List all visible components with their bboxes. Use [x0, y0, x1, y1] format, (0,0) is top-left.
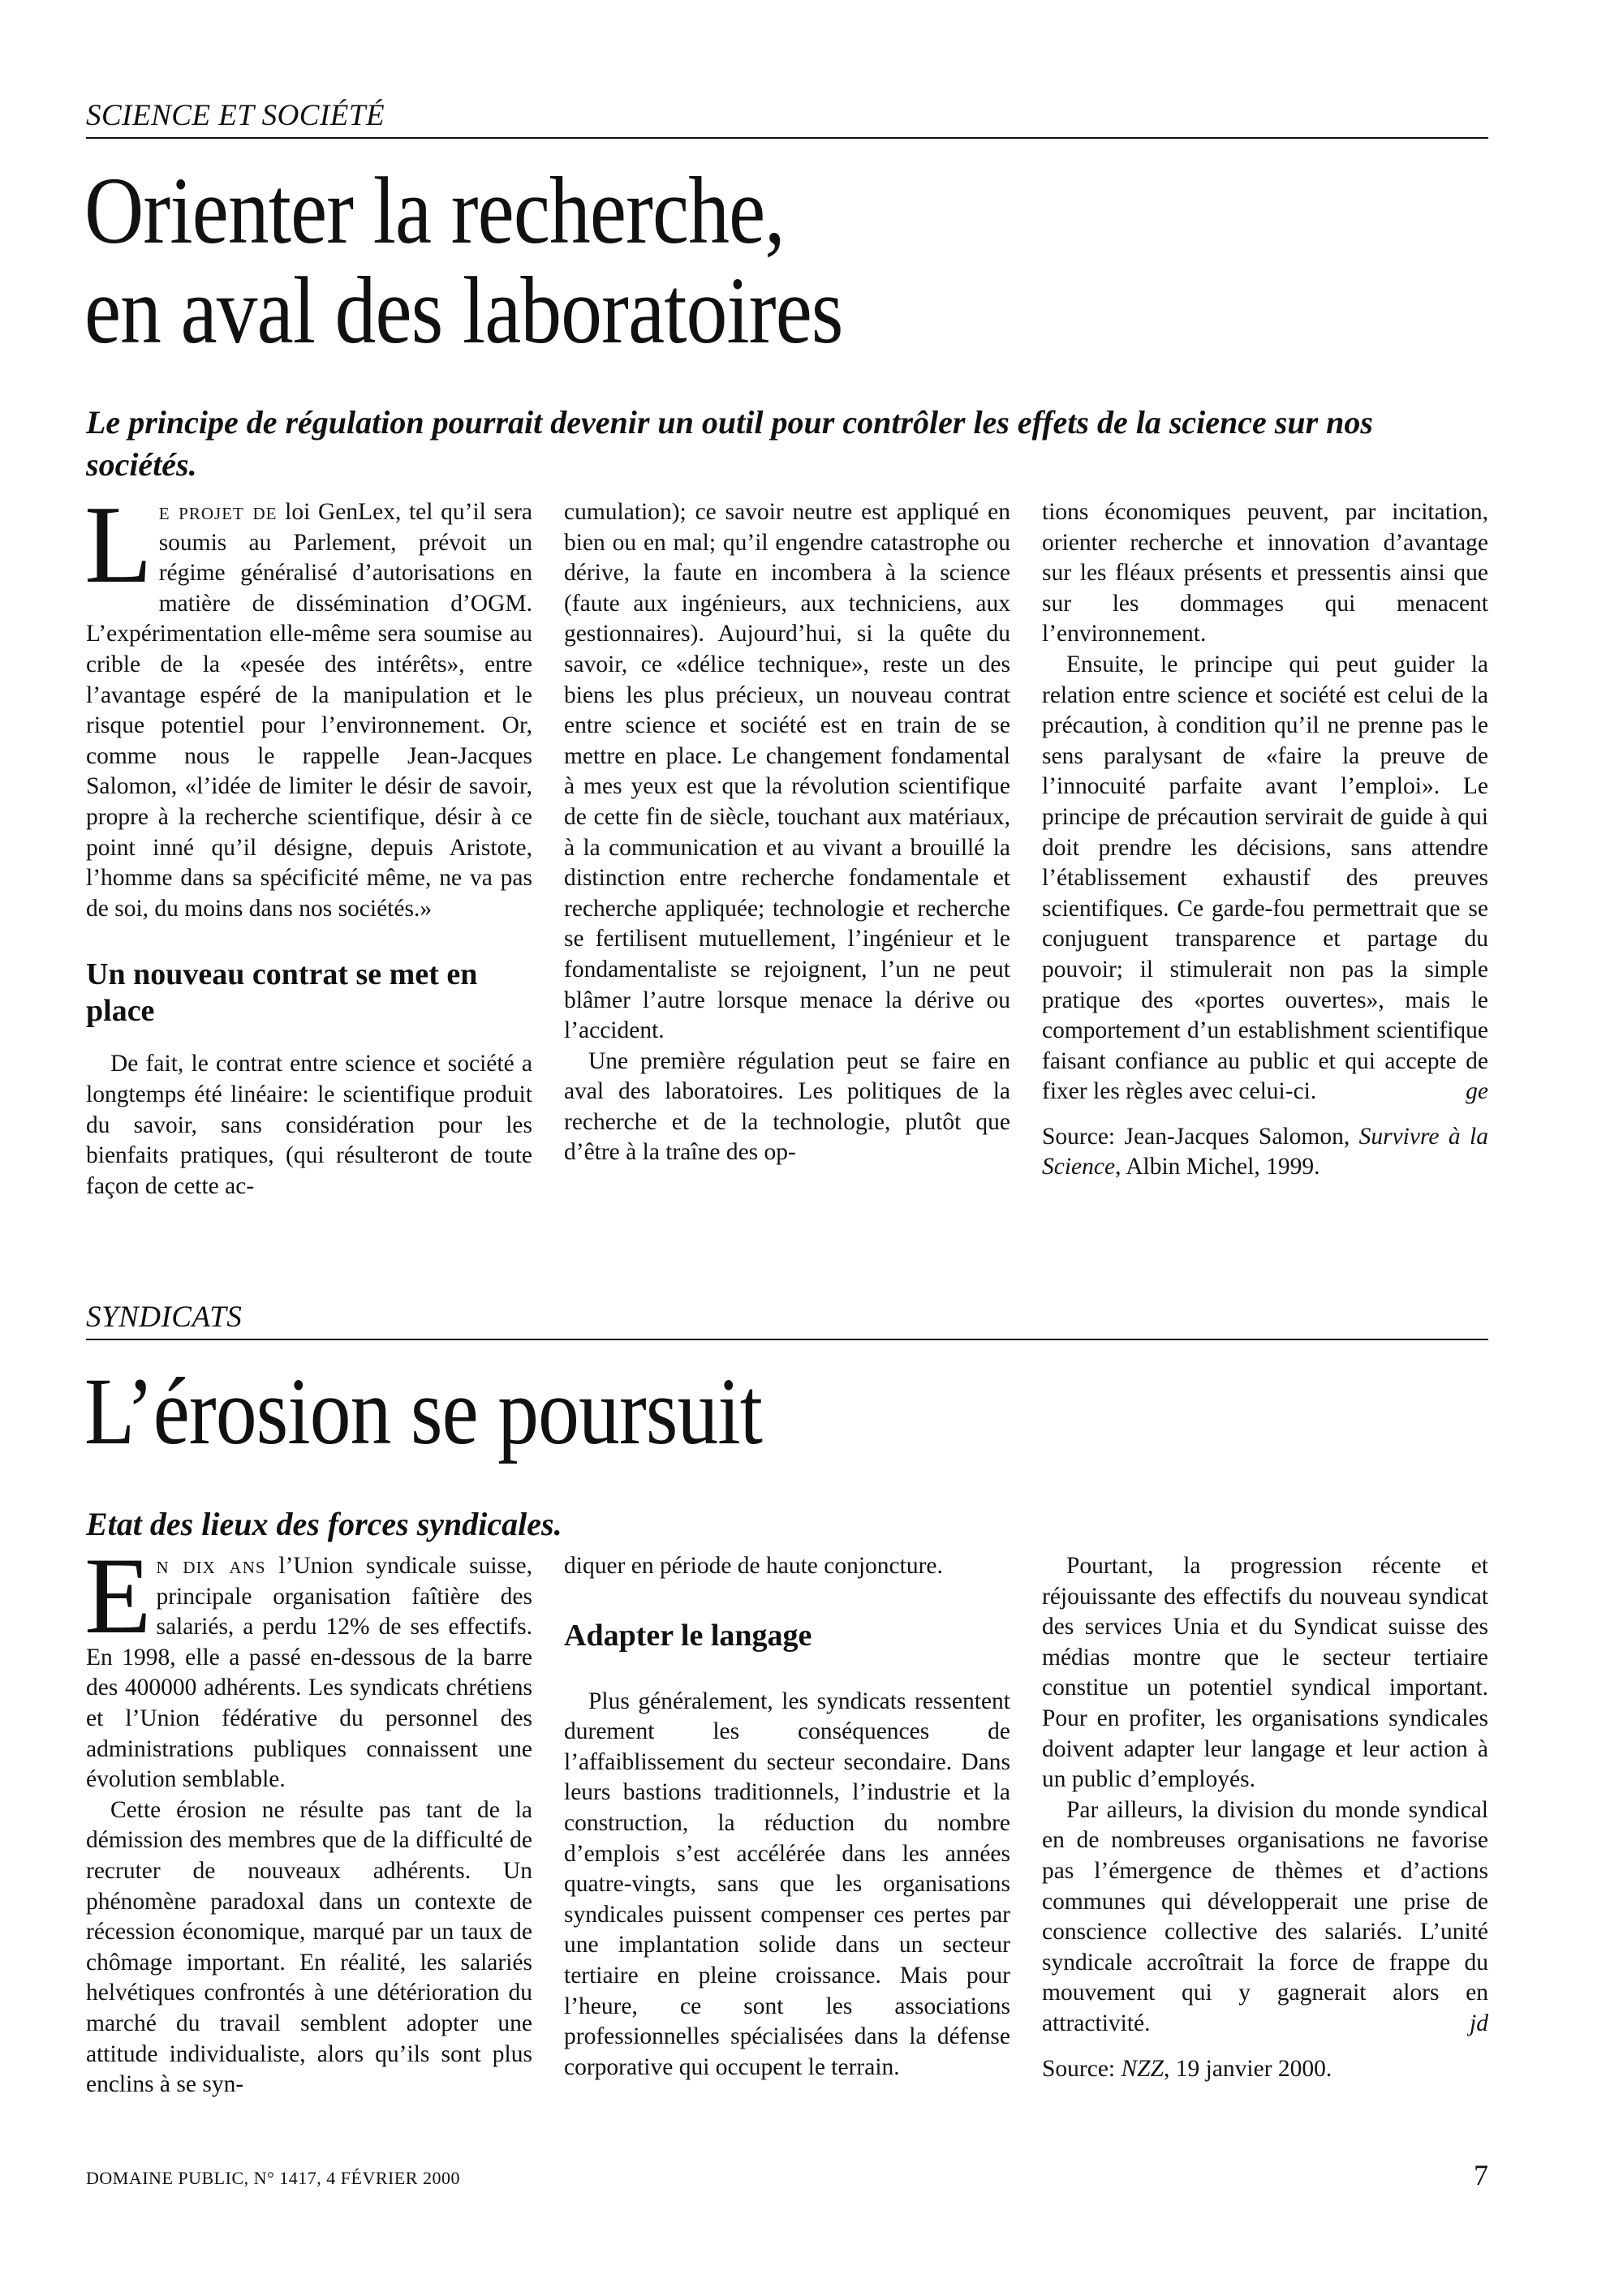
section-rubric-syndicats: SYNDICATS — [86, 1302, 1488, 1340]
article1-source-suffix: , Albin Michel, 1999. — [1115, 1154, 1320, 1180]
article2-col3-paragraph-1: Pourtant, la progression récente et réjouissante des effectifs du nouveau syndicat des services Unia et du Syndicat suisse des médias montre que le secteur tertiaire constitue un potentiel syndical important. Pour en profiter, les organisations syndicales doivent adapter leur langage et leur action à un public d’employés. — [1042, 1553, 1488, 1793]
article2-col1-paragraph-1-text: l’Union syndicale suisse, principale organisation faîtière des salariés, a perdu 12% de ses effectifs. En 1998, elle a passé en-dessous de la barre des 400000 adhérents. Les syndicats chrétiens et l’Union fédérative du personnel des administrations publiques connaissent une évolution semblable. — [86, 1553, 533, 1793]
article2-column-1 — [84, 1536, 533, 2100]
article1-col3-paragraph-2-text: Ensuite, le principe qui peut guider la relation entre science et société est celui de la précaution, à condition qu’il ne prenne pas le sens paralysant de «faire la preuve de l’innocuité parfaite avant l’emploi». Le principe de précaution servirait de guide à qui doit prendre les décisions, sans attendre l’établissement exhaustif des preuves scientifiques. Ce garde-fou permettrait que se conjuguent transparence et partage du pouvoir; il stimulerait non pas la simple pratique des «portes ouvertes», mais le comportement d’un establishment scientifique faisant confiance au public et qui accepte de fixer les règles avec celui-ci. — [1042, 651, 1488, 1105]
article2-column-2 — [564, 1551, 1010, 2083]
article1-lead-smallcaps: e projet de — [158, 499, 278, 525]
article2-col1-paragraph-2: Cette érosion ne résulte pas tant de la démission des membres que de la difficulté de recruter de nouveaux adhérents. Un phénomène paradoxal dans un contexte de récession économique, marqué par un taux de chômage important. En réalité, les salariés helvétiques confrontés à une détérioration du marché du travail semblent adopter une attitude individualiste, alors qu’ils sont plus enclins à se syn- — [86, 1796, 532, 2098]
article2-col3-paragraph-2-text: Par ailleurs, la division du monde syndical en de nombreuses organisations ne favorise pas l’émergence de thèmes et d’actions communes qui développerait une prise de conscience collective des salariés. L’unité syndicale accroîtrait la force de frappe du mouvement qui y gagnerait alors en attractivité. — [1042, 1796, 1488, 2036]
article1-col3-paragraph-2 — [1042, 650, 1488, 1107]
article1-col1-paragraph-1-text: loi GenLex, tel qu’il sera soumis au Parlement, prévoit un régime généralisé d’autorisations en matière de dissémination d’OGM. L’expérimentation elle-même sera soumise au crible de la «pesée des intérêts», entre l’avantage espéré de la manipulation et le risque potentiel pour l’environnement. Or, comme nous le rappelle Jean-Jacques Salomon, «l’idée de limiter le désir de savoir, propre à la recherche scientifique, désir à ce point inné qu’il désigne, depuis Aristote, l’homme dans sa spécificité même, ne va pas de soi, du moins dans nos sociétés.» — [86, 499, 532, 922]
article1-column-2 — [564, 497, 1010, 1168]
article2-source-suffix: , 19 janvier 2000. — [1164, 2055, 1332, 2082]
article2-col3-paragraph-2 — [1042, 1795, 1488, 2040]
article2-source-title: NZZ — [1121, 2055, 1164, 2082]
article1-col1-paragraph-1 — [84, 483, 532, 924]
article1-author-signature: ge — [1466, 1078, 1488, 1105]
article2-col2-paragraph-1: diquer en période de haute conjoncture. — [564, 1553, 943, 1579]
article1-column-3 — [1042, 497, 1488, 1183]
article1-source-title: Survivre à la Science — [1042, 1123, 1488, 1180]
article1-deck: Le principe de régulation pourrait devenir un outil pour contrôler les effets de la science sur nos sociétés. — [86, 404, 1373, 483]
article1-source — [1042, 1122, 1488, 1183]
article2-column-3 — [1042, 1551, 1488, 2084]
article1-col2-paragraph-2: Une première régulation peut se faire en aval des laboratoires. Les politiques de la recherche et de la technologie, plutôt que d’être à la traîne des op- — [564, 1047, 1010, 1166]
article2-subhead: Adapter le langage — [564, 1618, 812, 1653]
article1-headline-line1: Orienter la recherche, — [84, 157, 785, 264]
article2-source-prefix: Source: — [1042, 2055, 1121, 2082]
article2-deck: Etat des lieux des forces syndicales. — [86, 1506, 562, 1542]
article2-source — [1042, 2054, 1488, 2085]
article1-col2-paragraph-1: cumulation); ce savoir neutre est appliqué en bien ou en mal; qu’il engendre catastrophe ou dérive, la faute en incombera à la science (faute aux ingénieurs, aux techniciens, aux gestionnaires). Aujourd’hui, si la quête du savoir, ce «délice technique», reste un des biens les plus précieux, un nouveau contrat entre science et société est en train de se mettre en place. Le changement fondamental à mes yeux est que la révolution scientifique de cette fin de siècle, touchant aux matériaux, à la communication et au vivant a brouillé la distinction entre recherche fondamentale et recherche appliquée; technologie et recherche se fertilisent mutuellement, l’ingénieur et le fondamentaliste se rejoignent, l’un ne peut blâmer l’autre lorsque menace la dérive ou l’accident. — [564, 499, 1010, 1044]
article1-col3-paragraph-1: tions économiques peuvent, par incitation, orienter recherche et innovation d’avantage sur les fléaux présents et pressentis ainsi que sur les dommages qui menacent l’environnement. — [1042, 499, 1488, 647]
article1-headline-line2: en aval des laboratoires — [84, 257, 843, 363]
page-footer-publication: DOMAINE PUBLIC, N° 1417, 4 FÉVRIER 2000 — [86, 2168, 460, 2188]
article1-column-1 — [84, 483, 532, 1202]
article2-col2-paragraph-2: Plus généralement, les syndicats ressentent durement les conséquences de l’affaiblissement du secteur secondaire. Dans leurs bastions traditionnels, l’industrie et la construction, la réduction du nombre d’emplois s’est accélérée dans les années quatre-vingts, sans que les organisations syndicales puissent compenser ces pertes par une implantation solide dans un secteur tertiaire en pleine croissance. Mais pour l’heure, ce sont les associations professionnelles spécialisées dans la défense corporative qui occupent le terrain. — [564, 1688, 1010, 2080]
page-number: 7 — [1474, 2159, 1488, 2191]
article1-dropcap: L — [84, 483, 153, 606]
article2-col1-paragraph-1 — [84, 1536, 533, 1795]
article1-source-prefix: Source: Jean-Jacques Salomon, — [1042, 1123, 1359, 1150]
article2-author-signature: jd — [1470, 2010, 1488, 2036]
article1-col1-paragraph-2: De fait, le contrat entre science et société a longtemps été linéaire: le scientifique produit du savoir, sans considération pour les bienfaits pratiques, (qui résulteront de toute façon de cette ac- — [86, 1051, 532, 1199]
article1-headline — [84, 157, 843, 363]
section-rubric-science: SCIENCE ET SOCIÉTÉ — [86, 101, 1488, 139]
article2-lead-smallcaps: n dix ans — [156, 1553, 266, 1579]
article2-headline: L’érosion se poursuit — [84, 1358, 763, 1464]
article2-dropcap: E — [84, 1536, 152, 1657]
article1-subhead: Un nouveau contrat se met en place — [86, 957, 478, 1029]
